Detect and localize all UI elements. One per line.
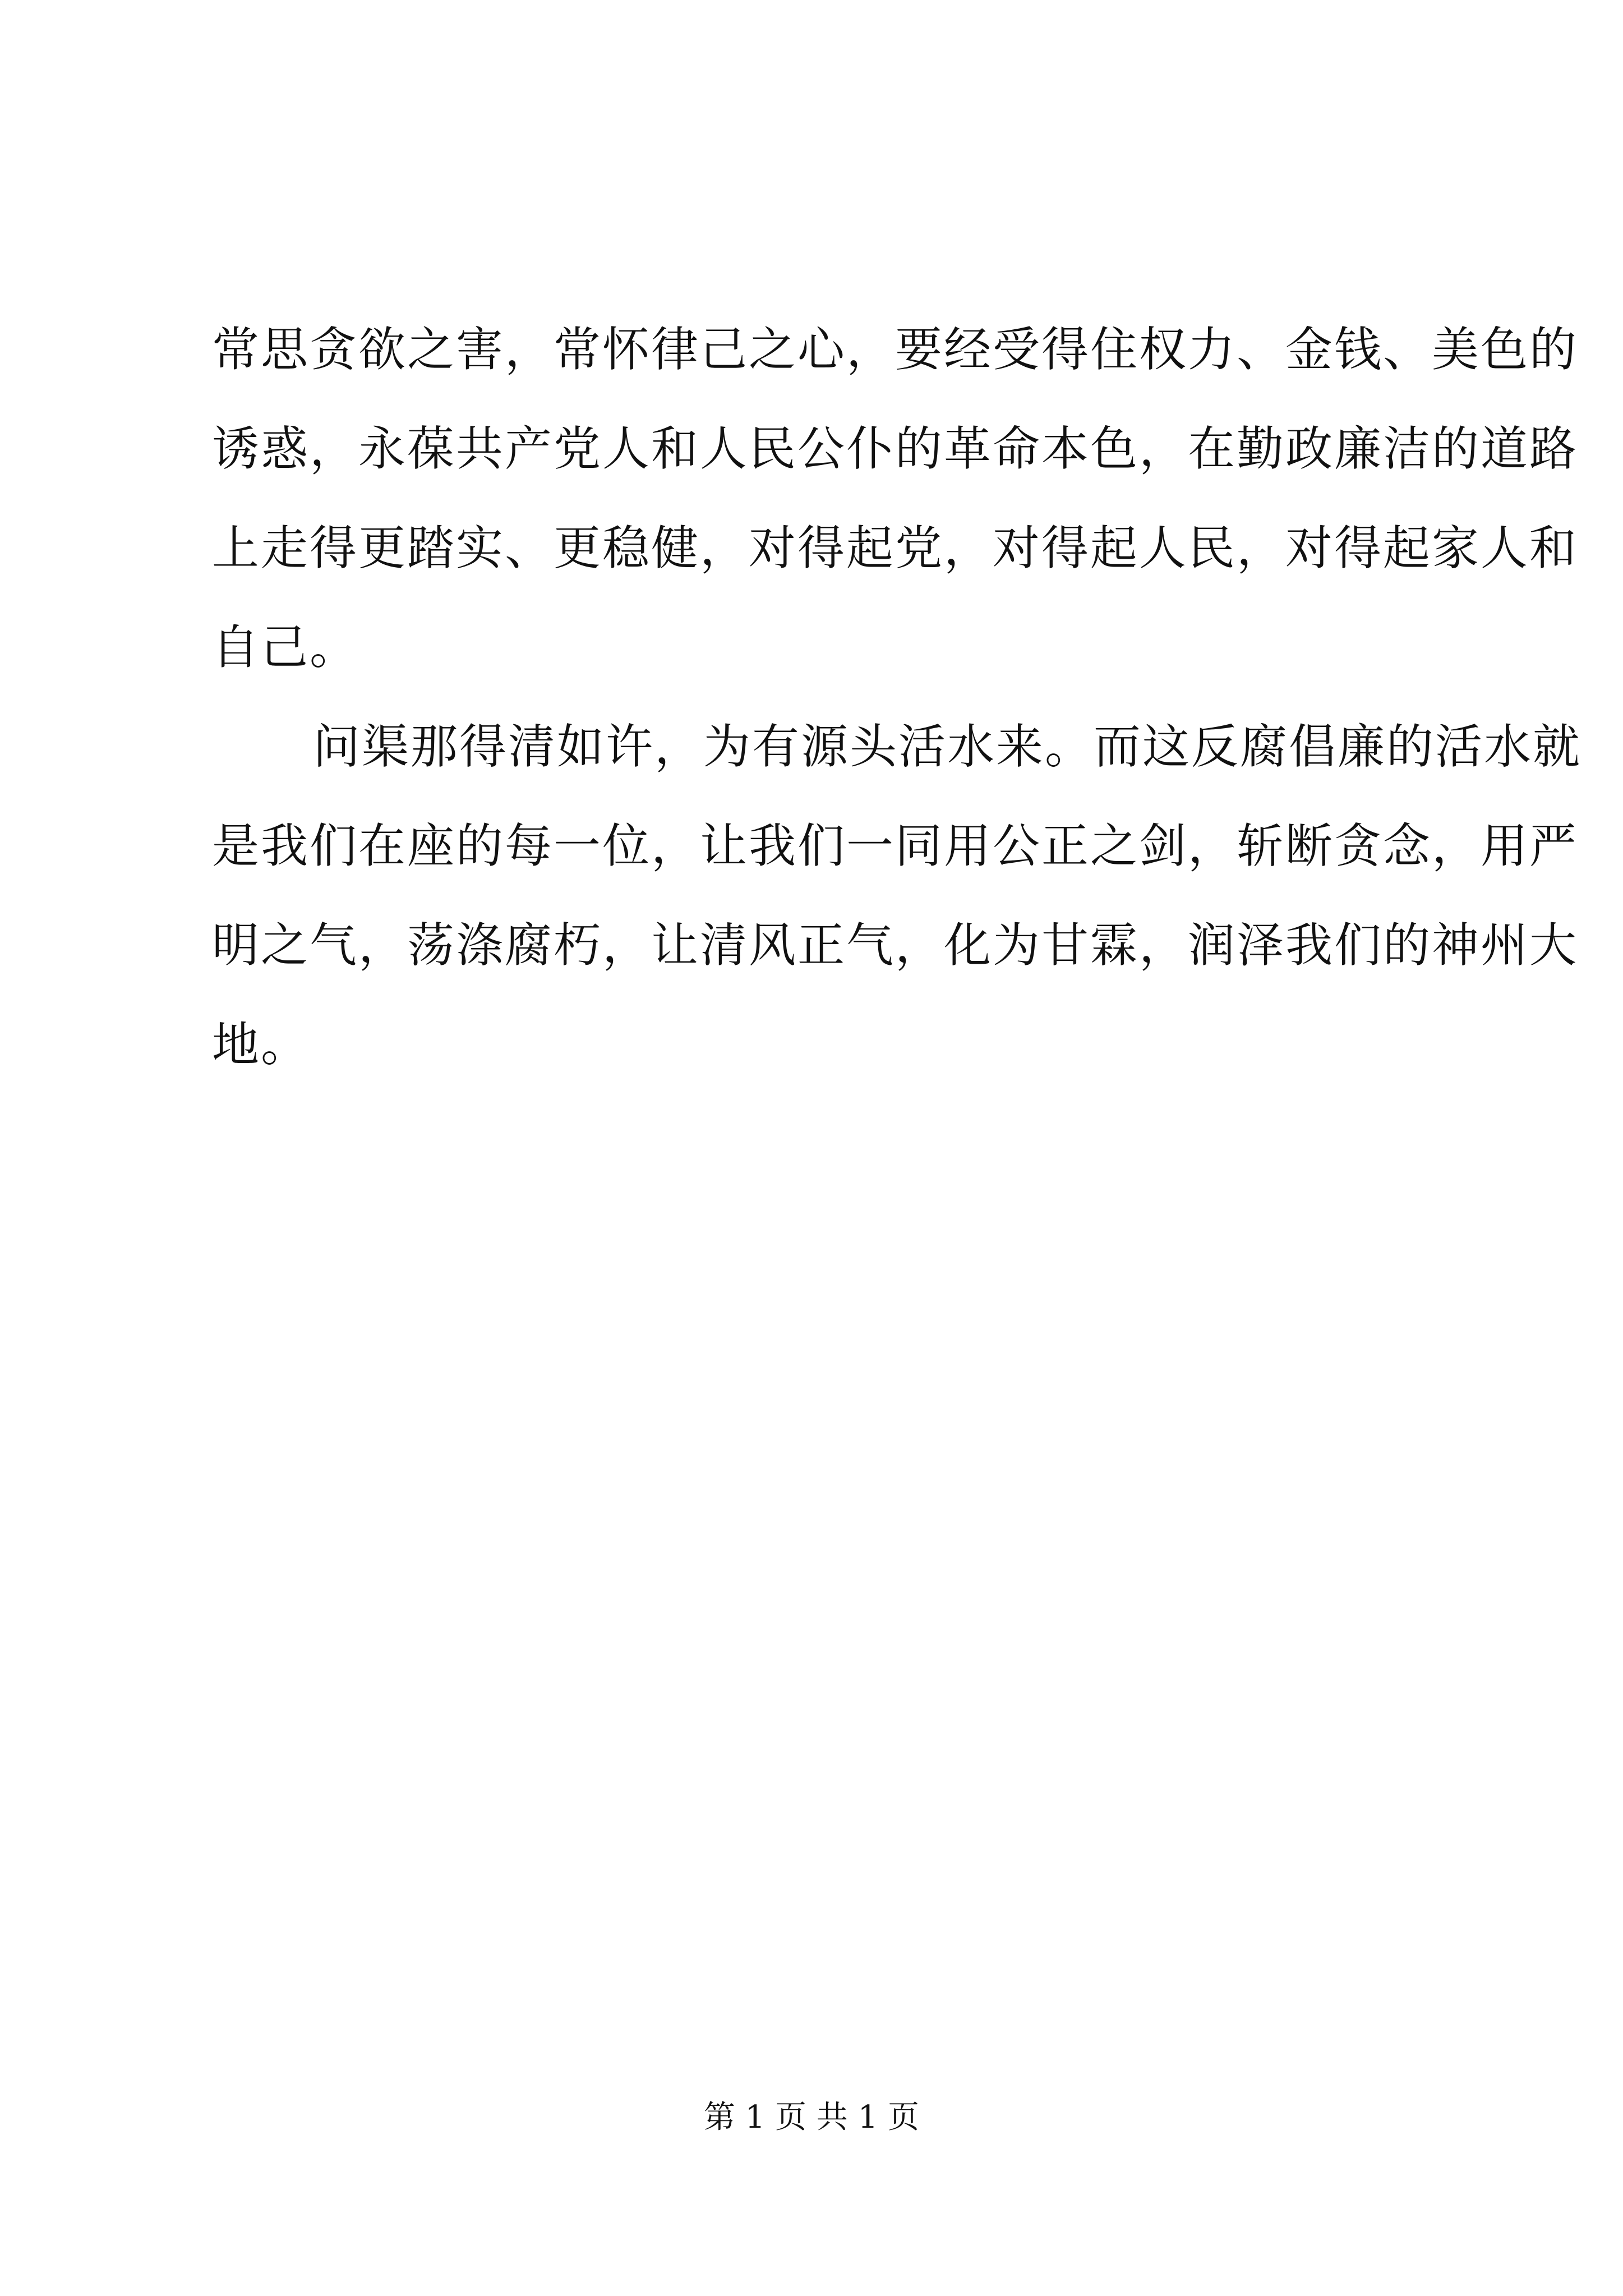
paragraph-2 — [212, 697, 1582, 1094]
paragraph-1-line-1: 常思贪欲之害，常怀律己之心，要经受得住权力、金钱、美色的 — [212, 322, 1579, 377]
paragraph-2-line-3: 明之气，荡涤腐朽，让清风正气，化为甘霖，润泽我们的神州大 — [212, 918, 1579, 973]
paragraph-2-line-1: 问渠那得清如许，为有源头活水来。而这反腐倡廉的活水就 — [313, 719, 1582, 774]
paragraph-1-line-3: 上走得更踏实、更稳健，对得起党，对得起人民，对得起家人和 — [212, 521, 1579, 576]
page-footer: 第 1 页 共 1 页 — [703, 2099, 920, 2136]
paragraph-1-line-2: 诱惑，永葆共产党人和人民公仆的革命本色，在勤政廉洁的道路 — [212, 421, 1579, 476]
paragraph-1 — [212, 300, 1579, 697]
document-body — [212, 300, 1582, 1094]
paragraph-2-line-4: 地。 — [212, 1017, 310, 1072]
paragraph-2-line-2: 是我们在座的每一位，让我们一同用公正之剑，斩断贪念，用严 — [212, 818, 1579, 873]
paragraph-1-line-4: 自己。 — [212, 620, 359, 675]
